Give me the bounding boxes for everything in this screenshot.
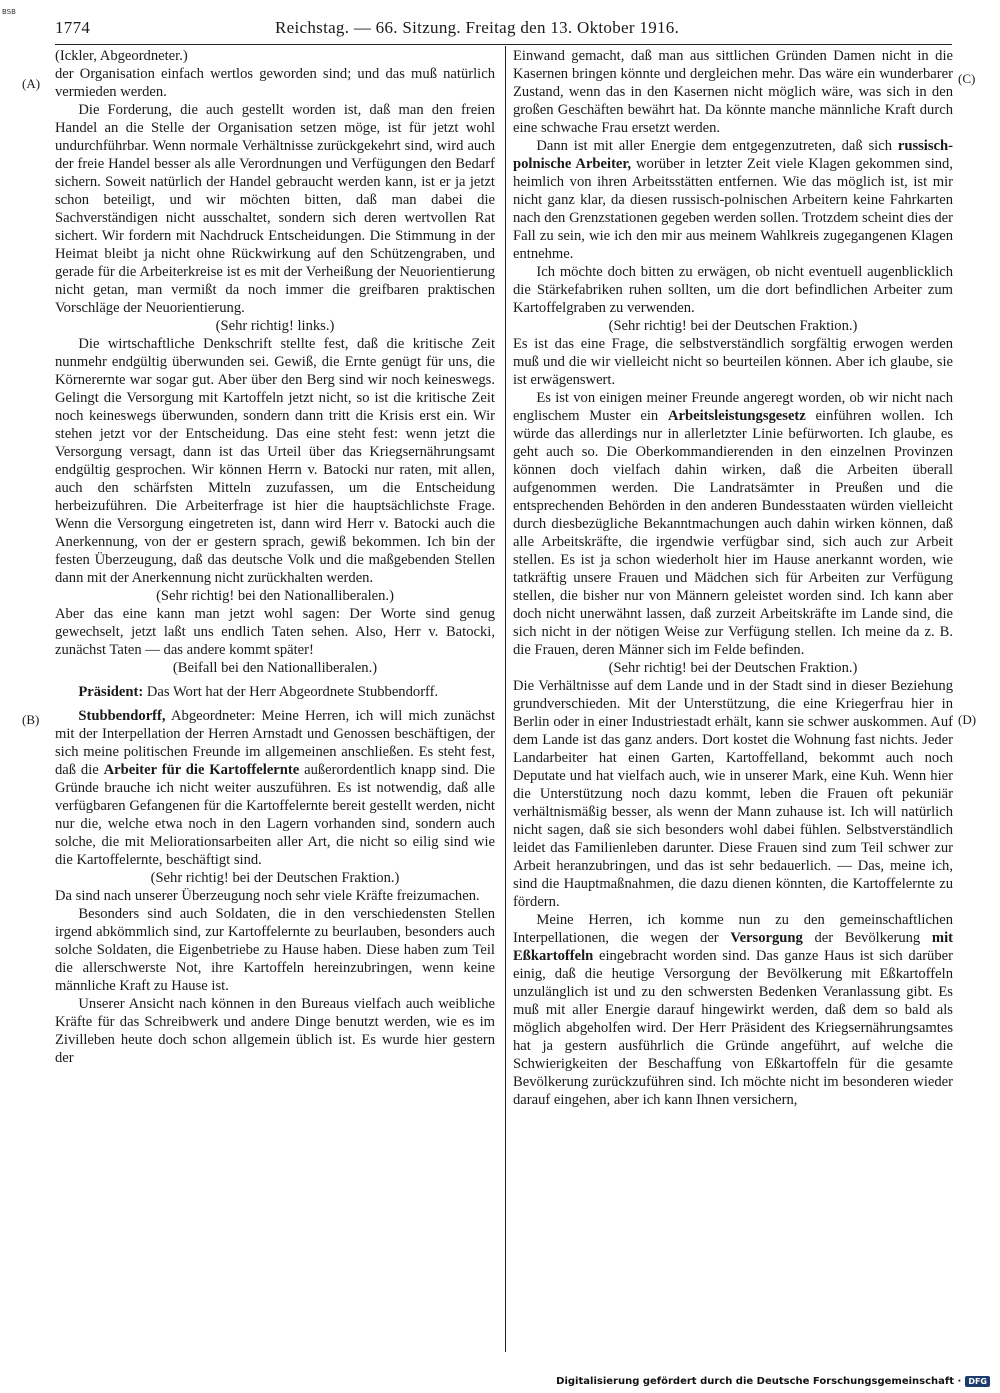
left-column — [55, 47, 495, 1352]
dfg-logo: DFG — [965, 1376, 990, 1387]
speech-text: Das Wort hat der Herr Abgeordnete Stubbendorff. — [143, 684, 439, 700]
paragraph-text: Meine Herren, ich komme nun zu den gemeinschaftlichen Interpellationen, die wegen der — [513, 912, 953, 946]
emphasis: Arbeiter für die Kartoffelernte — [103, 762, 300, 778]
library-stamp: BSB — [2, 8, 16, 16]
interjection: (Sehr richtig! bei der Deutschen Fraktion.) — [608, 318, 858, 334]
interjection: (Sehr richtig! links.) — [215, 318, 335, 334]
page-header — [55, 18, 952, 44]
paragraph-text: eingebracht worden sind. Das ganze Haus ist sich darüber einig, daß die heutige Versorgung der Bevölkerung mit Eßkartoffeln unzulänglich ist und zu den schwersten Bedenken Veranlassung gibt. Es muß mit aller Energie darauf hingewirkt werden, daß dem so bald als möglich abgeholfen wird. Der Herr Präsident des Kriegsernährungsamtes hat ja gestern ausführlich die Gründe angeführt, auf welche die Schwierigkeiten der Beschaffung von Eßkartoffeln für die gesamte Bevölkerung zurückzuführen sind. Ich möchte nicht im besonderen wieder darauf eingehen, aber ich kann Ihnen versichern, — [513, 948, 953, 1108]
speech-text: außerordentlich knapp sind. Die Gründe brauche ich nicht weiter auszuführen. Es ist notwendig, daß alle verfügbaren Gefangenen für die Kartoffelernte bereit gestellt werden, nicht nur die, welche etwa noch in den Lagern vorhanden sind, sondern auch solche, die mit Meliorationsarbeiten aller Art, die nicht so eilig sind wie die Kartoffelernte, beschäftigt sind. — [55, 762, 495, 868]
paragraph: der Organisation einfach wertlos geworden sind; und das muß natürlich vermieden werden. — [55, 66, 495, 100]
speech-text: Abgeordneter: Meine Herren, ich will mich zunächst mit der Interpellation der Herren Arnstadt und Genossen beschäftigen, der sich meine politischen Freunde im allgemeinen anschließen. Es steht fest, daß die — [55, 708, 495, 778]
speech-paragraph — [55, 707, 495, 869]
paragraph: Die Verhältnisse auf dem Lande und in der Stadt sind in dieser Beziehung grundverschieden. Mit der Unterstützung, die eine Kriegerfrau hier in Berlin oder in einer Industriestadt erhält, kann sie schwer auskommen. Auf dem Lande ist das ganz anders. Dort kostet die Wohnung fast nichts. Jeder Landarbeiter hat einen Garten, Kartoffelland, bekommt auch noch Deputate und hat vielfach auch, wie in unserer Mark, eine Kuh. Wenn hier die Unterstützung noch dazu kommt, leben die Frauen oft pekuniär verhältnismäßig besser, als wenn der Mann zuhause ist. Ich will natürlich nicht sagen, daß sie sich besonders wohl dabei fühlen. Selbstverständlich leidet das Familienleben darunter. Diese Frauen sind zum Teil schwer zur Arbeit heranzubringen, und das ist sehr bedauerlich. — Das, meine ich, sind die Hauptmaßnahmen, die dazu dienen könnten, die Kartoffelernte zu fördern. — [513, 678, 953, 910]
margin-mark-b: (B) — [22, 712, 40, 727]
paragraph: Einwand gemacht, daß man aus sittlichen Gründen Damen nicht in die Kasernen bringen könnte und dergleichen mehr. Das wäre ein wunderbarer Zustand, wenn das in den Kasernen nicht möglich wäre, was sich in den großen Geschäften bewährt hat. Da könnte manche männliche Kraft durch eine schwache Frau ersetzt werden. — [513, 48, 953, 136]
interjection: (Sehr richtig! bei der Deutschen Fraktion.) — [608, 660, 858, 676]
paragraph: Besonders sind auch Soldaten, die in den verschiedensten Stellen irgend abkömmlich sind, zur Kartoffelernte zu beurlauben, besonders auch solche Soldaten, die Eigenbetriebe zu Hause haben. Diese haben zum Teil die allerschwerste Not, ihre Kartoffeln hereinzubringen, wenn keine männliche Kraft zu Hause ist. — [55, 906, 495, 994]
paragraph-text: der Bevölkerung — [802, 930, 932, 946]
paragraph — [513, 137, 953, 263]
right-column — [513, 47, 953, 1352]
column-divider — [505, 46, 506, 1352]
page-number: 1774 — [55, 18, 91, 37]
paragraph: Es ist das eine Frage, die selbstverständlich sorgfältig erwogen werden muß und die wir vielleicht nicht so beurteilen können. Aber ich glaube, sie ist erwägenswert. — [513, 336, 953, 388]
interjection: (Sehr richtig! bei den Nationalliberalen.) — [156, 588, 394, 604]
header-rule — [55, 44, 952, 45]
speaker-head: (Ickler, Abgeordneter.) — [55, 48, 188, 64]
paragraph: Unserer Ansicht nach können in den Bureaus vielfach auch weibliche Kräfte für das Schreibwerk und andere Dinge benutzt werden, wie es im Zivilleben heute doch schon allgemein üblich ist. Es wurde hier gestern der — [55, 996, 495, 1066]
emphasis: mit Eßkartoffeln — [513, 930, 953, 964]
emphasis: Versorgung — [730, 930, 803, 946]
margin-mark-d: (D) — [958, 712, 977, 727]
paragraph: Die wirtschaftliche Denkschrift stellte fest, daß die kritische Zeit nunmehr endgültig überwunden sei. Gewiß, die Ernte genügt für uns, die Körnerernte war sogar gut. Aber über den Berg sind wir noch keineswegs. Gelingt die Versorgung mit Kartoffeln jetzt nicht, so ist die kritische Zeit noch keineswegs überwunden, sondern dann tritt die Krisis erst ein. Wir stehen jetzt vor der Entscheidung. Das eine steht fest: wenn jetzt die Versorgung versagt, dann ist das Urteil über das Kriegsernährungsamt endgültig gesprochen. Wir können Herrn v. Batocki nur raten, mit allen, auch den schärfsten Mitteln zuzufassen, um die Entscheidung herbeizuführen. Die Arbeiterfrage ist hier die hauptsächlichste Frage. Wenn die Versorgung eingetreten ist, dann wird Herr v. Batocki auch die Anerkennung, von der er gestern sprach, gewiß bekommen. Ich bin der festen Überzeugung, daß das deutsche Volk und die maßgebenden Stellen dann mit der Anerkennung nicht zurückhalten werden. — [55, 336, 495, 586]
paragraph-text: worüber in letzter Zeit viele Klagen gekommen sind, heimlich von ihren Arbeitsstätten entfernen. Wie das möglich ist, ist mir nicht ganz klar, da diesen russisch-polnischen Arbeitern keine Fahrkarten nach den Grenzstationen gegeben werden sollen. Trotzdem scheint dies der Fall zu sein, wie ich den mir aus meinem Wahlkreis zugegangenen Klagen entnehme. — [513, 156, 953, 262]
paragraph: Ich möchte doch bitten zu erwägen, ob nicht eventuell augenblicklich die Stärkefabriken ruhen sollten, um die dort befindlichen Arbeiter zum Kartoffelgraben zu verwenden. — [513, 264, 953, 316]
paragraph: Da sind nach unserer Überzeugung noch sehr viele Kräfte freizumachen. — [55, 888, 480, 904]
paragraph — [513, 389, 953, 659]
interjection: (Sehr richtig! bei der Deutschen Fraktion.) — [150, 870, 400, 886]
paragraph: Die Forderung, die auch gestellt worden ist, daß man den freien Handel an die Stelle der Organisation setzen möge, ist für jetzt wohl undurchführbar. Wenn normale Verhältnisse zurückgekehrt sind, wird auch der freie Handel besser als alle Verordnungen und Verfügungen den Bedarf sichern. Soweit natürlich der Handel gebraucht werden kann, ist er ja jetzt schon beteiligt, und wir möchten bitten, daß man dabei die Sachverständigen nicht ausschaltet, sondern sich deren wertvollen Rat sichert. Wir fordern mit Nachdruck Entscheidungen. Die Stimmung in der Heimat bleibt ja nicht ohne Rückwirkung auf den Schützengraben, und gerade für die Arbeiterkreise ist es mit der Verheißung der Neuorientierung nicht getan, man vermißt da noch immer die greifbaren praktischen Vorschläge der Neuorientierung. — [55, 102, 495, 316]
speaker-name: Präsident: — [78, 684, 144, 700]
interjection: (Beifall bei den Nationalliberalen.) — [172, 660, 378, 676]
president-statement — [55, 683, 495, 701]
emphasis: russisch-polnische Arbeiter, — [513, 138, 953, 172]
paragraph — [513, 911, 953, 1109]
emphasis: Arbeitsleistungsgesetz — [667, 408, 806, 424]
margin-mark-a: (A) — [22, 76, 41, 91]
footer-credit: Digitalisierung gefördert durch die Deutsche Forschungsgemeinschaft · — [556, 1375, 962, 1387]
paragraph-text: einführen wollen. Ich würde das allerdings nur in allerletzter Linie befürworten. Ich glaube, es geht auch so. Die Oberkommandierenden in den einzelnen Provinzen können doch vielfach dahin wirken, daß die Arbeiten überall aufgenommen werden. Die Landratsämter in Preußen und die entsprechenden Behörden in den anderen Bundesstaaten würden vielleicht durch diesbezügliche Bekanntmachungen auch dahin wirken können, daß alle Arbeitskräfte, die irgendwie verfügbar sind, sich auch zur Arbeit stellen. Es ist ja schon wiederholt hier im Hause anerkannt worden, wie tatkräftig unsere Frauen und Mädchen sich für Arbeiten zur Verfügung stellen, die bisher nur von Männern geleistet worden sind. Ich kann aber doch nicht unerwähnt lassen, daß zurzeit Arbeitskräfte im Lande sind, die sich nicht in der nötigen Weise zur Verfügung stellen. Ich meine da z. B. die Frauen, deren Männer sich im Felde befinden. — [513, 408, 953, 658]
paragraph-text: Dann ist mit aller Energie dem entgegenzutreten, daß sich — [536, 138, 898, 154]
paragraph: Aber das eine kann man jetzt wohl sagen: Der Worte sind genug gewechselt, jetzt laßt uns endlich Taten sehen. Also, Herr v. Batocki, zunächst Taten — das andere kommt später! — [55, 606, 495, 658]
page-title: Reichstag. — 66. Sitzung. Freitag den 13. Oktober 1916. — [275, 18, 680, 37]
speaker-name: Stubbendorff, — [78, 708, 166, 724]
paragraph-text: Es ist von einigen meiner Freunde angeregt worden, ob wir nicht nach englischem Muster ein — [513, 390, 953, 424]
footer — [556, 1374, 990, 1388]
margin-mark-c: (C) — [958, 71, 976, 86]
